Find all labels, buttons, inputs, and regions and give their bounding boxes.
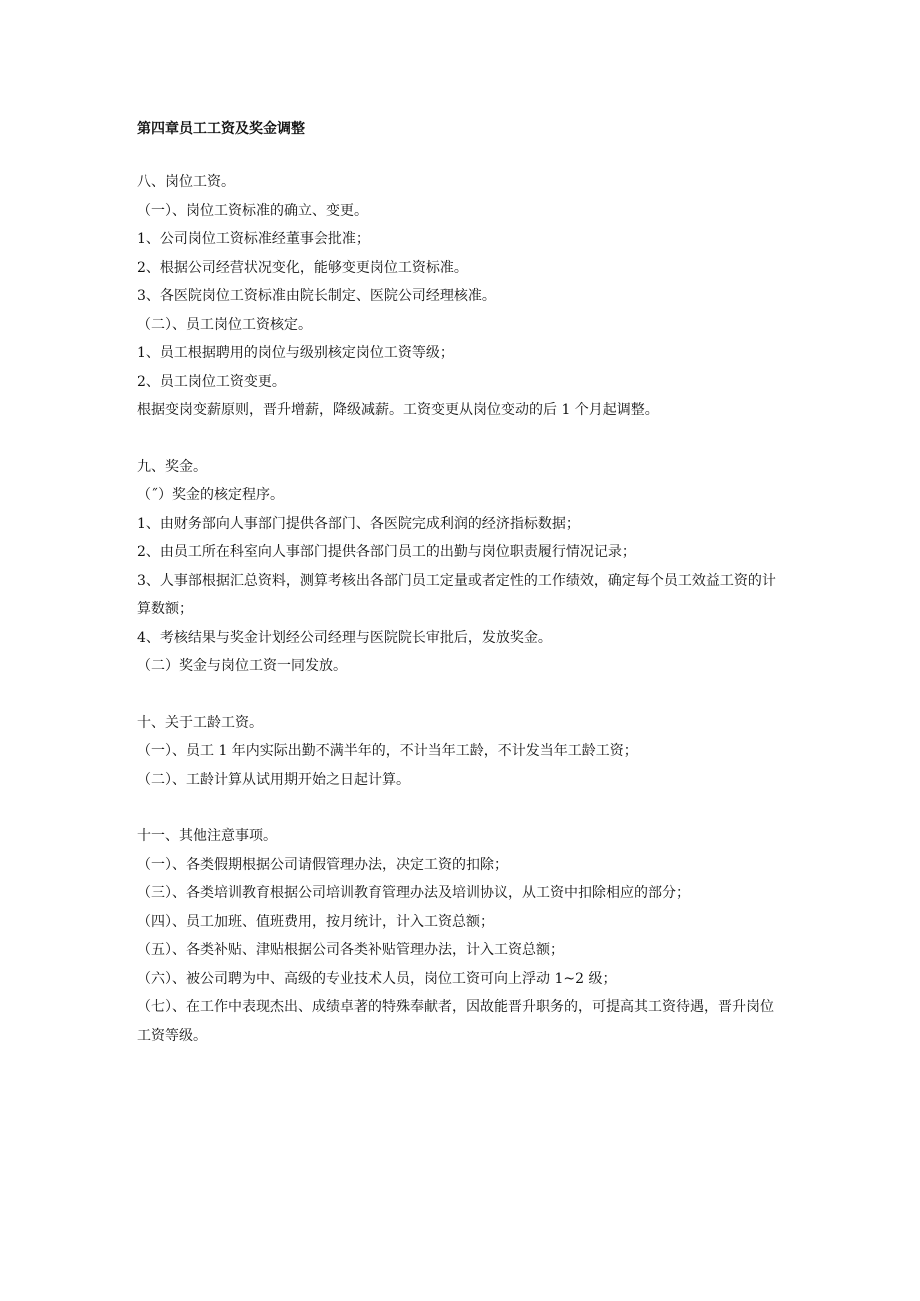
section-heading: 九、奖金。	[137, 458, 207, 475]
list-item: 2、由员工所在科室向人事部门提供各部门员工的出勤与岗位职责履行情况记录；	[137, 544, 636, 560]
section-seniority-pay	[137, 709, 787, 795]
list-item: 3、各医院岗位工资标准由院长制定、医院公司经理核准。	[137, 288, 496, 304]
list-item: 2、根据公司经营状况变化，能够变更岗位工资标准。	[137, 259, 468, 276]
list-item: 1、员工根据聘用的岗位与级别核定岗位工资等级；	[137, 345, 454, 361]
list-item: 4、考核结果与奖金计划经公司经理与医院院长审批后，发放奖金。	[137, 629, 552, 646]
section-bonus	[137, 453, 787, 681]
list-item: （二）、工龄计算从试用期开始之日起计算。	[137, 771, 410, 788]
paragraph: 根据变岗变薪原则，晋升增薪，降级减薪。工资变更从岗位变动的后 1 个月起调整。	[137, 402, 659, 418]
document-body	[137, 118, 787, 1078]
list-item: （一）、各类假期根据公司请假管理办法，决定工资的扣除；	[137, 856, 508, 873]
list-item: （一）、员工 1 年内实际出勤不满半年的，不计当年工龄，不计发当年工龄工资；	[137, 743, 638, 759]
list-item: （五）、各类补贴、津贴根据公司各类补贴管理办法，计入工资总额；	[137, 942, 564, 958]
list-item: （七）、在工作中表现杰出、成绩卓著的特殊奉献者，因故能晋升职务的，可提高其工资待遇，晋升岗位工资等级。	[137, 999, 774, 1044]
list-item: 1、公司岗位工资标准经董事会批准；	[137, 231, 370, 247]
list-item: 3、人事部根据汇总资料，测算考核出各部门员工定量或者定性的工作绩效，确定每个员工效益工资的计算数额；	[137, 572, 776, 617]
section-heading: 十、关于工龄工资。	[137, 714, 263, 731]
section-heading: 八、岗位工资。	[137, 174, 235, 190]
subsection-heading: （˝）奖金的核定程序。	[137, 487, 284, 503]
section-other-notes	[137, 822, 787, 1050]
list-item: 2、员工岗位工资变更。	[137, 373, 286, 390]
chapter-title: 第四章员工工资及奖金调整	[137, 121, 305, 137]
subsection-heading: （一）、岗位工资标准的确立、变更。	[137, 202, 368, 219]
section-post-salary	[137, 168, 787, 425]
subsection-heading: （二）、员工岗位工资核定。	[137, 316, 312, 333]
section-heading: 十一、其他注意事项。	[137, 828, 277, 844]
list-item: （六）、被公司聘为中、高级的专业技术人员，岗位工资可向上浮动 1~2 级；	[137, 970, 617, 987]
subsection-heading: （二）奖金与岗位工资一同发放。	[137, 658, 347, 674]
list-item: 1、由财务部向人事部门提供各部门、各医院完成利润的经济指标数据；	[137, 515, 580, 532]
list-item: （三）、各类培训教育根据公司培训教育管理办法及培训协议，从工资中扣除相应的部分；	[137, 885, 690, 901]
list-item: （四）、员工加班、值班费用，按月统计，计入工资总额；	[137, 913, 494, 930]
